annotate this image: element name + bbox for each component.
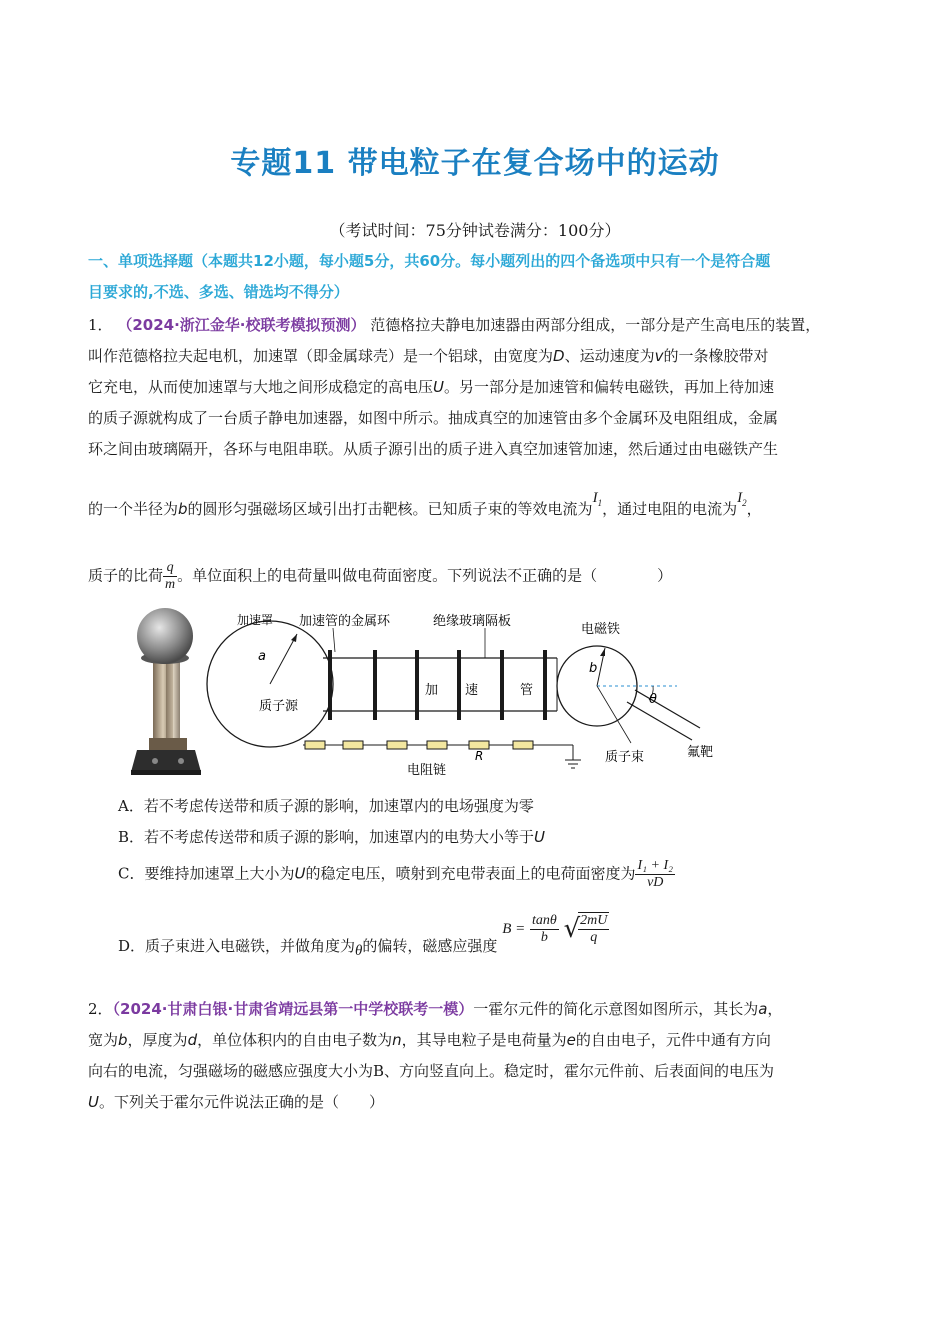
fraction-tan-over-b: $\frac{\tan\theta}{b}$ (532, 912, 557, 945)
q2-line4: U。下列关于霍尔元件说法正确的是（ ） (88, 1093, 384, 1111)
q1-line2: 叫作范德格拉夫起电机，加速罩（即金属球壳）是一个铝球，由宽度为D、运动速度为v的一条橡胶带对 (88, 347, 769, 365)
page-title: 专题11 带电粒子在复合场中的运动 (230, 146, 720, 181)
label-glass-partition: 绝缘玻璃隔板 (433, 614, 512, 629)
label-guan: 管 (520, 683, 534, 698)
label-theta: θ (649, 692, 657, 707)
section-heading (88, 246, 878, 308)
q1-line3: 它充电，从而使加速罩与大地之间形成稳定的高电压U。另一部分是加速管和偏转电磁铁，再加上待加速 (88, 378, 775, 396)
fraction-root: $\frac{2mU}{q}$ (580, 913, 608, 945)
fraction-q-over-m: $\frac{q}{m}$ (165, 560, 176, 592)
fraction-charge-density: $\frac{\text{I₁ + I₂}}{vD}$ (637, 858, 673, 890)
q1-line1: 1． （2024·浙江金华·校联考模拟预测） 范德格拉夫静电加速器由两部分组成，一部分是产生高电压的装置， (88, 316, 821, 334)
label-electromagnet: 电磁铁 (581, 622, 621, 637)
section-heading-line2: 目要求的,不选、多选、错选均不得分） (88, 283, 349, 301)
q2-line2: 宽为b，厚度为d，单位体积内的自由电子数为n，其导电粒子是电荷量为e的自由电子，元件中通有方向 (88, 1031, 771, 1049)
label-b: b (589, 661, 598, 676)
section-heading-line1: 一、单项选择题（本题共12小题，每小题5分，共60分。每小题列出的四个备选项中只有一个是符合题 (88, 252, 771, 270)
q2-line3: 向右的电流，匀强磁场的磁感应强度大小为B、方向竖直向上。稳定时，霍尔元件前、后表面间的电压为 (88, 1062, 775, 1080)
label-proton-beam: 质子束 (605, 750, 645, 765)
label-proton-source: 质子源 (259, 699, 299, 714)
label-metal-ring: 加速管的金属环 (299, 614, 391, 629)
question-2-stem (88, 994, 868, 1118)
label-fluorine-target: 氟靶 (687, 745, 714, 760)
q1-source: （2024·浙江金华·校联考模拟预测） (117, 316, 366, 334)
option-D[interactable]: D．质子束进入电磁铁，并做角度为θ的偏转，磁感应强度 B = $\frac{\tan\theta}{b}$ √ $\frac{2mU}{q}$ (118, 912, 608, 959)
label-resistor-chain: 电阻链 (407, 763, 447, 778)
q2-line1: 2．（2024·甘肃白银·甘肃省靖远县第一中学校联考一模）一霍尔元件的简化示意图如图所示，其长为a， (88, 1000, 783, 1018)
option-A[interactable]: A．若不考虑传送带和质子源的影响，加速罩内的电场强度为零 (118, 797, 534, 815)
q2-number: 2． (88, 1000, 113, 1018)
option-C[interactable]: C．要维持加速罩上大小为U的稳定电压，喷射到充电带表面上的电荷面密度为 $\frac{\text{I₁ + I₂}}{vD}$ (118, 858, 673, 890)
label-su: 速 (465, 683, 479, 698)
exam-info: （考试时间：75分钟试卷满分：100分） (329, 221, 621, 240)
q1-line6: 的一个半径为b的圆形匀强磁场区域引出打击靶核。已知质子束的等效电流为$I_1$，通过电阻的电流为$I_2$， (88, 490, 762, 518)
sqrt-icon: √ (563, 914, 581, 944)
question-1-stem (88, 310, 868, 465)
q1-number: 1． (88, 316, 113, 334)
label-a: a (258, 649, 266, 664)
accelerator-figure (125, 600, 845, 780)
q1-line7: 质子的比荷 $\frac{q}{m}$ 。单位面积上的电荷量叫做电荷面密度。下列说法不正确的是（ ） (88, 560, 673, 592)
label-jia: 加 (425, 683, 439, 698)
q1-line4: 的质子源就构成了一台质子静电加速器，如图中所示。抽成真空的加速管由多个金属环及电阻组成，金属 (88, 409, 779, 427)
q1-line5: 环之间由玻璃隔开，各环与电阻串联。从质子源引出的质子进入真空加速管加速，然后通过由电磁铁产生 (88, 440, 779, 458)
label-R: R (475, 749, 484, 763)
van-de-graaff-photo (131, 608, 201, 775)
option-B[interactable]: B．若不考虑传送带和质子源的影响，加速罩内的电势大小等于U (118, 828, 546, 846)
q2-source: （2024·甘肃白银·甘肃省靖远县第一中学校联考一模） (112, 1000, 474, 1018)
label-cover: 加速罩 (237, 613, 274, 627)
